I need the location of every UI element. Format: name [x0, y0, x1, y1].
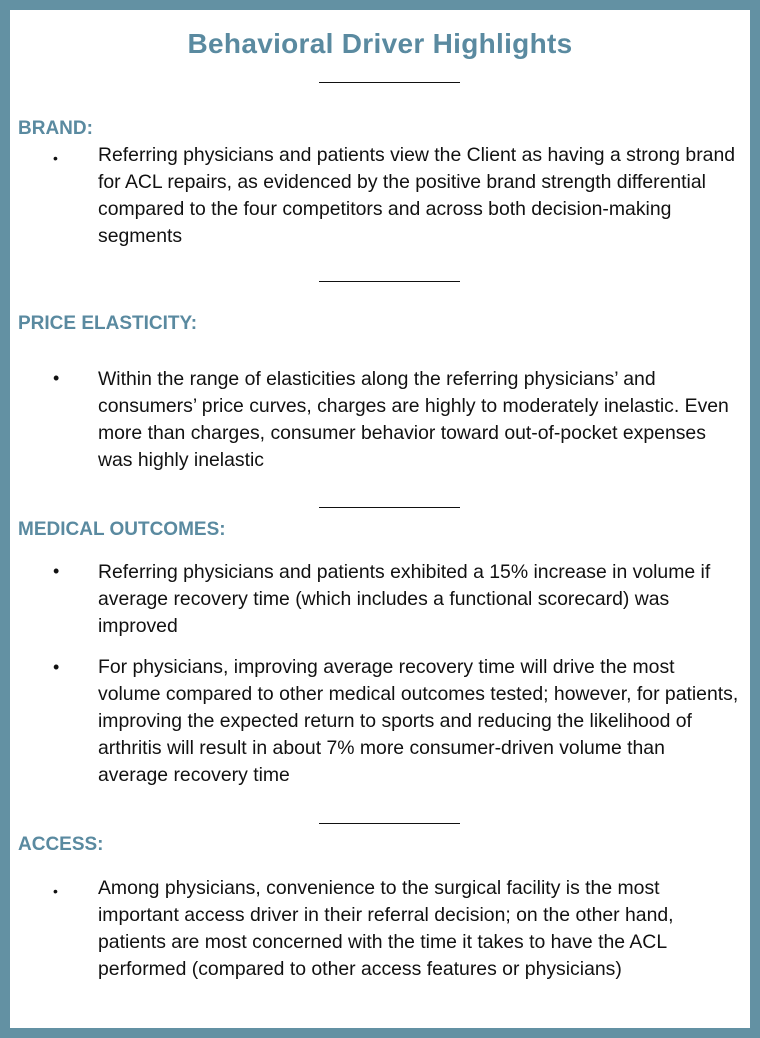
brand-item: Referring physicians and patients view the Client as having a strong brand for ACL repairs, as evidenced by the positive brand strength differential compared to the four competitors and across both decision-making segments	[98, 144, 736, 247]
divider	[319, 823, 460, 824]
section-heading-access: ACCESS:	[18, 834, 104, 855]
page-title: Behavioral Driver Highlights	[187, 28, 573, 59]
access-item: Among physicians, convenience to the surgical facility is the most important access driver in their referral decision; on the other hand, patients are most concerned with the time it takes to have the ACL performed (compared to other access features or physicians)	[98, 877, 674, 980]
medical-outcomes-item-1: Referring physicians and patients exhibited a 15% increase in volume if average recovery time (which includes a functional scorecard) was improved	[98, 561, 711, 637]
bullet-marker: •	[53, 150, 58, 166]
divider	[319, 281, 460, 282]
bullet-marker: •	[53, 657, 60, 677]
divider	[319, 82, 460, 83]
price-elasticity-item: Within the range of elasticities along the referring physicians’ and consumers’ price curves, charges are highly to moderately inelastic. Even more than charges, consumer behavior toward out-of-pocket expenses was highly inelastic	[98, 368, 729, 471]
bullet-marker: •	[53, 368, 60, 388]
medical-outcomes-item-2: For physicians, improving average recovery time will drive the most volume compared to other medical outcomes tested; however, for patients, improving the expected return to sports and reducing the likelihood of arthritis will result in about 7% more consumer-driven volume than average recovery time	[98, 656, 739, 786]
section-heading-medical-outcomes: MEDICAL OUTCOMES:	[18, 519, 226, 540]
bullet-marker: •	[53, 883, 58, 899]
section-heading-brand: BRAND:	[18, 118, 93, 139]
bullet-marker: •	[53, 561, 60, 581]
section-heading-price-elasticity: PRICE ELASTICITY:	[18, 313, 198, 334]
divider	[319, 507, 460, 508]
